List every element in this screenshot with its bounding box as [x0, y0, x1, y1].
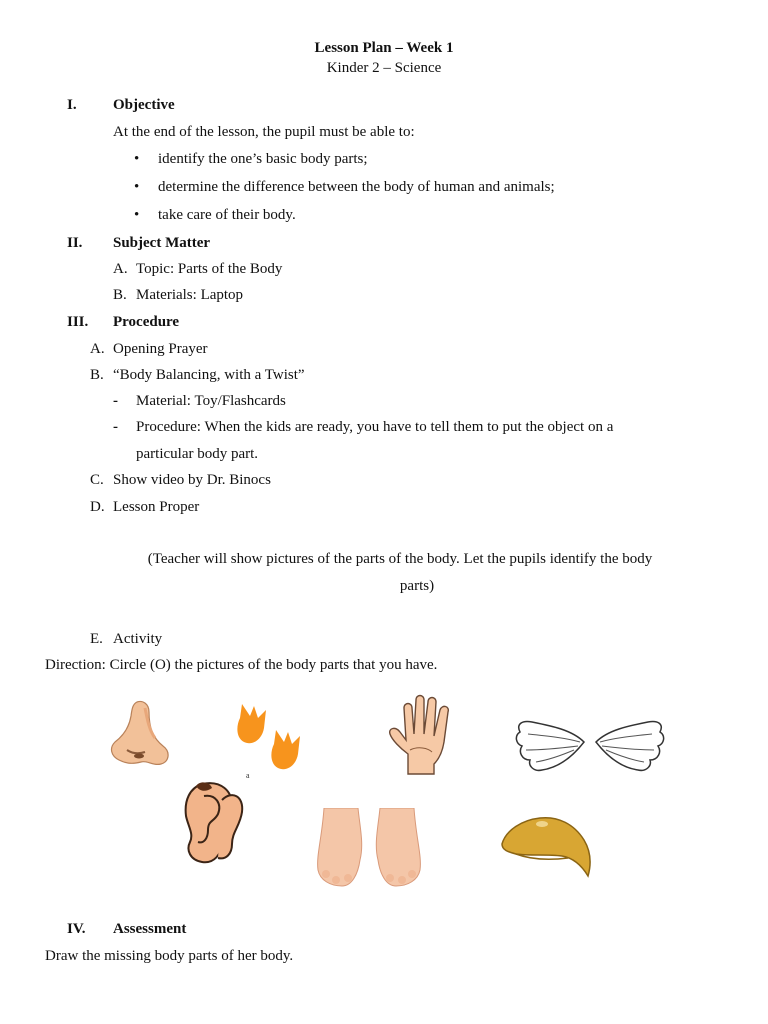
wings-picture	[512, 708, 668, 776]
section-numeral-objective: I.	[67, 97, 77, 113]
subject-item-topic: Topic: Parts of the Body	[136, 261, 283, 277]
teacher-note-line1: (Teacher will show pictures of the parts of the body. Let the pupils identify the body	[147, 551, 653, 567]
procedure-step-video: Show video by Dr. Binocs	[113, 472, 271, 488]
objective-bullet: take care of their body.	[158, 207, 296, 223]
assessment-instruction: Draw the missing body parts of her body.	[45, 948, 294, 964]
document-title: Lesson Plan – Week 1	[314, 40, 454, 56]
nose-picture	[105, 698, 177, 768]
section-numeral-assessment: IV.	[67, 921, 86, 937]
procedure-marker: D.	[90, 499, 105, 515]
beak-picture	[496, 814, 594, 884]
subject-item-marker: A.	[113, 261, 128, 277]
procedure-marker: C.	[90, 472, 104, 488]
ear-picture	[182, 780, 248, 866]
dash-marker: -	[113, 419, 118, 435]
procedure-marker: A.	[90, 341, 105, 357]
objective-bullet: identify the one’s basic body parts;	[158, 151, 368, 167]
bullet-icon: •	[134, 179, 140, 195]
subject-item-materials: Materials: Laptop	[136, 287, 244, 303]
procedure-marker: B.	[90, 367, 104, 383]
procedure-step-activity: Activity	[113, 631, 163, 647]
section-numeral-procedure: III.	[67, 314, 89, 330]
hand-picture	[388, 694, 462, 778]
section-heading-procedure: Procedure	[113, 314, 180, 330]
procedure-step-lesson-proper: Lesson Proper	[113, 499, 200, 515]
duck-feet-picture	[232, 702, 318, 782]
procedure-step-opening-prayer: Opening Prayer	[113, 341, 208, 357]
procedure-substep-material: Material: Toy/Flashcards	[136, 393, 286, 409]
procedure-step-body-balancing: “Body Balancing, with a Twist”	[113, 367, 305, 383]
teacher-note-line2: parts)	[399, 578, 435, 594]
document-subtitle: Kinder 2 – Science	[326, 60, 442, 76]
feet-picture	[314, 808, 434, 888]
dash-marker: -	[113, 393, 118, 409]
section-numeral-subject-matter: II.	[67, 235, 83, 251]
procedure-substep-continuation: particular body part.	[136, 446, 259, 462]
section-heading-subject-matter: Subject Matter	[113, 235, 211, 251]
subject-item-marker: B.	[113, 287, 127, 303]
bullet-icon: •	[134, 151, 140, 167]
svg-text:a: a	[246, 771, 250, 780]
objective-bullet: determine the difference between the body of human and animals;	[158, 179, 555, 195]
section-heading-objective: Objective	[113, 97, 175, 113]
activity-direction: Direction: Circle (O) the pictures of the body parts that you have.	[45, 657, 438, 673]
bullet-icon: •	[134, 207, 140, 223]
section-heading-assessment: Assessment	[113, 921, 187, 937]
procedure-marker: E.	[90, 631, 103, 647]
objective-intro: At the end of the lesson, the pupil must be able to:	[113, 124, 415, 140]
procedure-substep-procedure: Procedure: When the kids are ready, you have to tell them to put the object on a	[136, 419, 614, 435]
